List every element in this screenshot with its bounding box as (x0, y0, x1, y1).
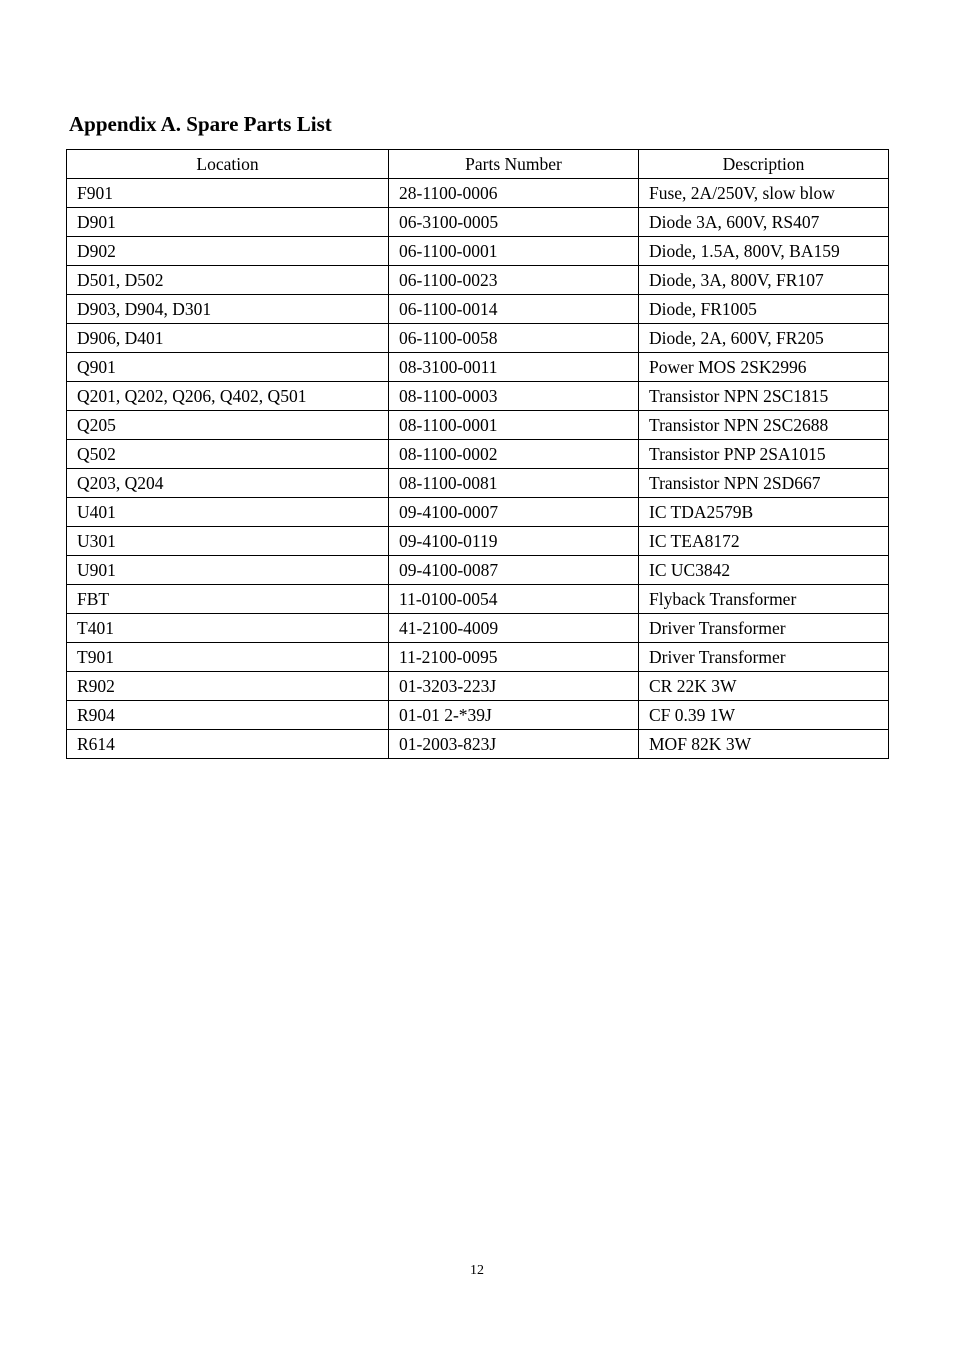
parts-number-cell: 28-1100-0006 (389, 179, 639, 208)
parts-number-cell: 11-2100-0095 (389, 643, 639, 672)
location-cell: T401 (67, 614, 389, 643)
parts-number-cell: 06-1100-0014 (389, 295, 639, 324)
parts-number-cell: 09-4100-0007 (389, 498, 639, 527)
parts-number-cell: 01-01 2-*39J (389, 701, 639, 730)
description-cell: Transistor PNP 2SA1015 (639, 440, 889, 469)
description-cell: IC TDA2579B (639, 498, 889, 527)
table-row (67, 324, 889, 353)
table-row (67, 440, 889, 469)
parts-number-cell: 06-3100-0005 (389, 208, 639, 237)
parts-number-cell: 11-0100-0054 (389, 585, 639, 614)
description-cell: CF 0.39 1W (639, 701, 889, 730)
location-cell: R904 (67, 701, 389, 730)
parts-number-cell: 09-4100-0119 (389, 527, 639, 556)
description-cell: Diode, 1.5A, 800V, BA159 (639, 237, 889, 266)
page-number: 12 (470, 1263, 484, 1278)
table-row (67, 556, 889, 585)
parts-number-cell: 06-1100-0023 (389, 266, 639, 295)
table-row (67, 730, 889, 759)
table-row (67, 353, 889, 382)
spare-parts-table (66, 149, 889, 759)
parts-number-cell: 01-3203-223J (389, 672, 639, 701)
location-cell: D902 (67, 237, 389, 266)
location-cell: Q203, Q204 (67, 469, 389, 498)
parts-number-cell: 09-4100-0087 (389, 556, 639, 585)
location-cell: F901 (67, 179, 389, 208)
description-cell: MOF 82K 3W (639, 730, 889, 759)
description-cell: Driver Transformer (639, 614, 889, 643)
parts-number-cell: 01-2003-823J (389, 730, 639, 759)
location-cell: D903, D904, D301 (67, 295, 389, 324)
table-row (67, 382, 889, 411)
location-cell: U901 (67, 556, 389, 585)
parts-number-cell: 08-1100-0001 (389, 411, 639, 440)
description-cell: Diode 3A, 600V, RS407 (639, 208, 889, 237)
location-cell: U401 (67, 498, 389, 527)
location-cell: Q201, Q202, Q206, Q402, Q501 (67, 382, 389, 411)
table-row (67, 469, 889, 498)
table-row (67, 527, 889, 556)
description-cell: CR 22K 3W (639, 672, 889, 701)
column-header-location: Location (67, 150, 389, 179)
table-header-row (67, 150, 889, 179)
description-cell: Transistor NPN 2SC2688 (639, 411, 889, 440)
description-cell: Power MOS 2SK2996 (639, 353, 889, 382)
table-body (67, 179, 889, 759)
table-row (67, 208, 889, 237)
location-cell: D901 (67, 208, 389, 237)
location-cell: Q901 (67, 353, 389, 382)
description-cell: Diode, 3A, 800V, FR107 (639, 266, 889, 295)
description-cell: Transistor NPN 2SD667 (639, 469, 889, 498)
parts-number-cell: 41-2100-4009 (389, 614, 639, 643)
column-header-description: Description (639, 150, 889, 179)
description-cell: IC TEA8172 (639, 527, 889, 556)
table-row (67, 614, 889, 643)
parts-number-cell: 08-1100-0003 (389, 382, 639, 411)
table-row (67, 295, 889, 324)
location-cell: D501, D502 (67, 266, 389, 295)
description-cell: Diode, 2A, 600V, FR205 (639, 324, 889, 353)
table-row (67, 179, 889, 208)
table-row (67, 237, 889, 266)
location-cell: Q205 (67, 411, 389, 440)
description-cell: Flyback Transformer (639, 585, 889, 614)
description-cell: Driver Transformer (639, 643, 889, 672)
location-cell: T901 (67, 643, 389, 672)
description-cell: Diode, FR1005 (639, 295, 889, 324)
table-row (67, 266, 889, 295)
location-cell: Q502 (67, 440, 389, 469)
location-cell: D906, D401 (67, 324, 389, 353)
parts-number-cell: 08-3100-0011 (389, 353, 639, 382)
table-row (67, 585, 889, 614)
table-row (67, 411, 889, 440)
table-row (67, 672, 889, 701)
table-row (67, 643, 889, 672)
description-cell: Transistor NPN 2SC1815 (639, 382, 889, 411)
table-row (67, 701, 889, 730)
parts-number-cell: 08-1100-0081 (389, 469, 639, 498)
parts-number-cell: 06-1100-0001 (389, 237, 639, 266)
table-row (67, 498, 889, 527)
column-header-parts-number: Parts Number (389, 150, 639, 179)
parts-number-cell: 08-1100-0002 (389, 440, 639, 469)
location-cell: R614 (67, 730, 389, 759)
location-cell: R902 (67, 672, 389, 701)
page-title: Appendix A. Spare Parts List (69, 112, 332, 136)
location-cell: FBT (67, 585, 389, 614)
description-cell: IC UC3842 (639, 556, 889, 585)
parts-number-cell: 06-1100-0058 (389, 324, 639, 353)
description-cell: Fuse, 2A/250V, slow blow (639, 179, 889, 208)
location-cell: U301 (67, 527, 389, 556)
